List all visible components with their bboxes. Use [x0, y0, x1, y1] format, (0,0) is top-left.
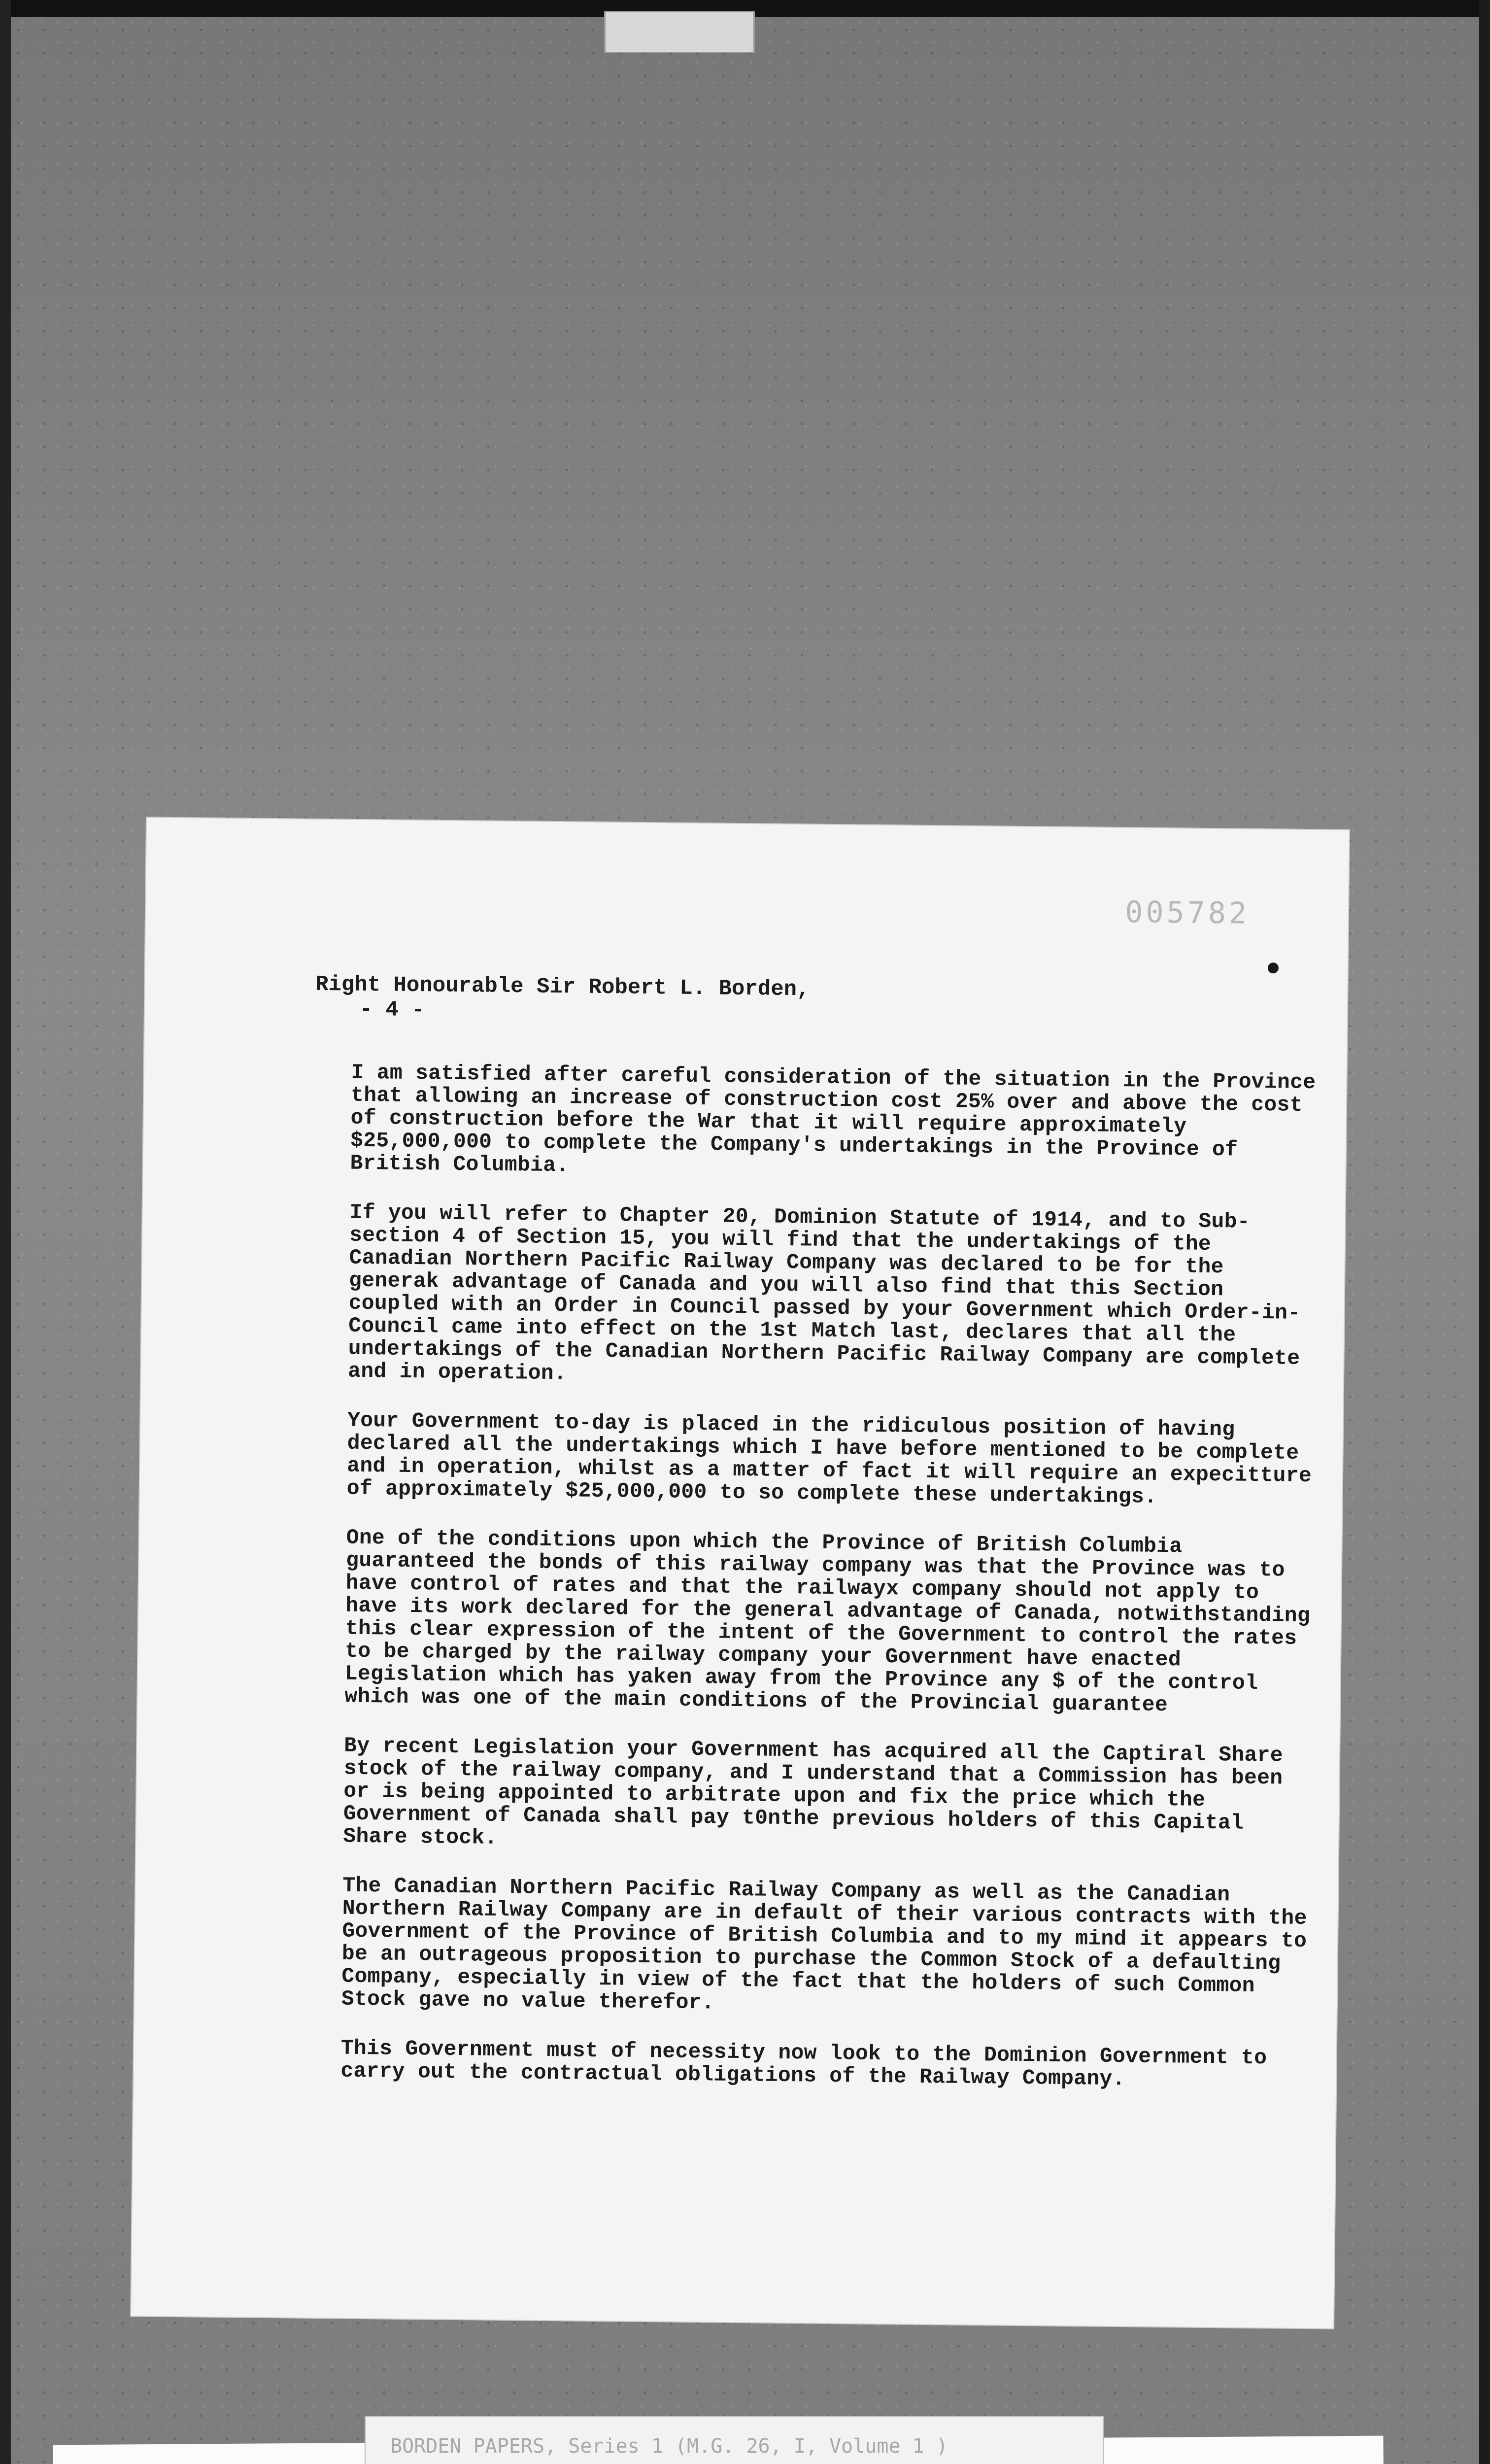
paragraph-5: By recent Legislation your Government has acquired all the Captiral Share stock of the railway company, and I understand that a Commission has been or is being appointed to arbitrate upon and fix the price which the Government of Canada shall pay t0nthe previous holders of this Capital Share stock. [343, 1733, 1284, 1850]
letter-header [263, 947, 1249, 1056]
paragraph-6: The Canadian Northern Pacific Railway Company as well as the Canadian Northern Railway Company are in default of their various contracts with the Government of the Province of British Columbia and to my mind it appears to be an outrageous proposition to purchase the Common Stock of a defaulting Company, especially in view of the fact that the holders of such Common Stock gave no value therefor. [341, 1873, 1307, 2015]
paragraph-3: Your Government to-day is placed in the ridiculous position of having declared all the undertakings which I have before mentioned to be complete and in operation, whilst as a matter of fact it will require an expecitture of approximately $25,000,000 to so complete these undertakings. [346, 1408, 1312, 1509]
letter-page [131, 818, 1349, 2328]
document-number: 005782 [1124, 895, 1250, 931]
paragraph-4: One of the conditions upon which the Province of British Columbia guaranteed the bonds of this railway company was that the Province was to have control of rates and that the railwayx company should not apply to have its work declared for the general advantage of Canada, notwithstanding this clear expression of the intent of the Government to control the rates to be charged by the railway company your Government have enacted Legislation which has yaken away from the Province any $ of the control which was one of the main conditions of the Provincial guarantee [344, 1525, 1311, 1717]
film-edge-left [0, 0, 11, 2464]
ink-blot [1268, 962, 1279, 973]
paragraph-1: I am satisfied after careful consideration of the situation in the Province that allowing an increase of construction cost 25% over and above the cost of construction before the War that it will require approximately $25,000,000 to complete the Company's undertakings in the Province of British Columbia. [350, 1060, 1316, 1178]
paragraph-7: This Government must of necessity now look to the Dominion Government to carry out the contractual obligations of the Railway Company. [340, 2036, 1267, 2091]
top-clip [604, 11, 755, 53]
addressee: Right Honourable Sir Robert L. Borden, [315, 972, 810, 1002]
letter-body [340, 1061, 1317, 2119]
film-edge-right [1479, 0, 1490, 2464]
reference-label: BORDEN PAPERS, Series 1 (M.G. 26, I, Volume 1 ) [365, 2416, 1104, 2464]
page-number: - 4 - [359, 997, 425, 1023]
paragraph-2: If you will refer to Chapter 20, Dominion Statute of 1914, and to Sub-section 4 of Section 15, you will find that the undertakings of the Canadian Northern Pacific Railway Company was declared to be for the generak advantage of Canada and you will also find that this Section coupled with an Order in Council passed by your Government which Order-in-Council came into effect on the 1st Match last, declares that all the undertakings of the Canadian Northern Pacific Railway Company are complete and in operation. [347, 1200, 1301, 1386]
